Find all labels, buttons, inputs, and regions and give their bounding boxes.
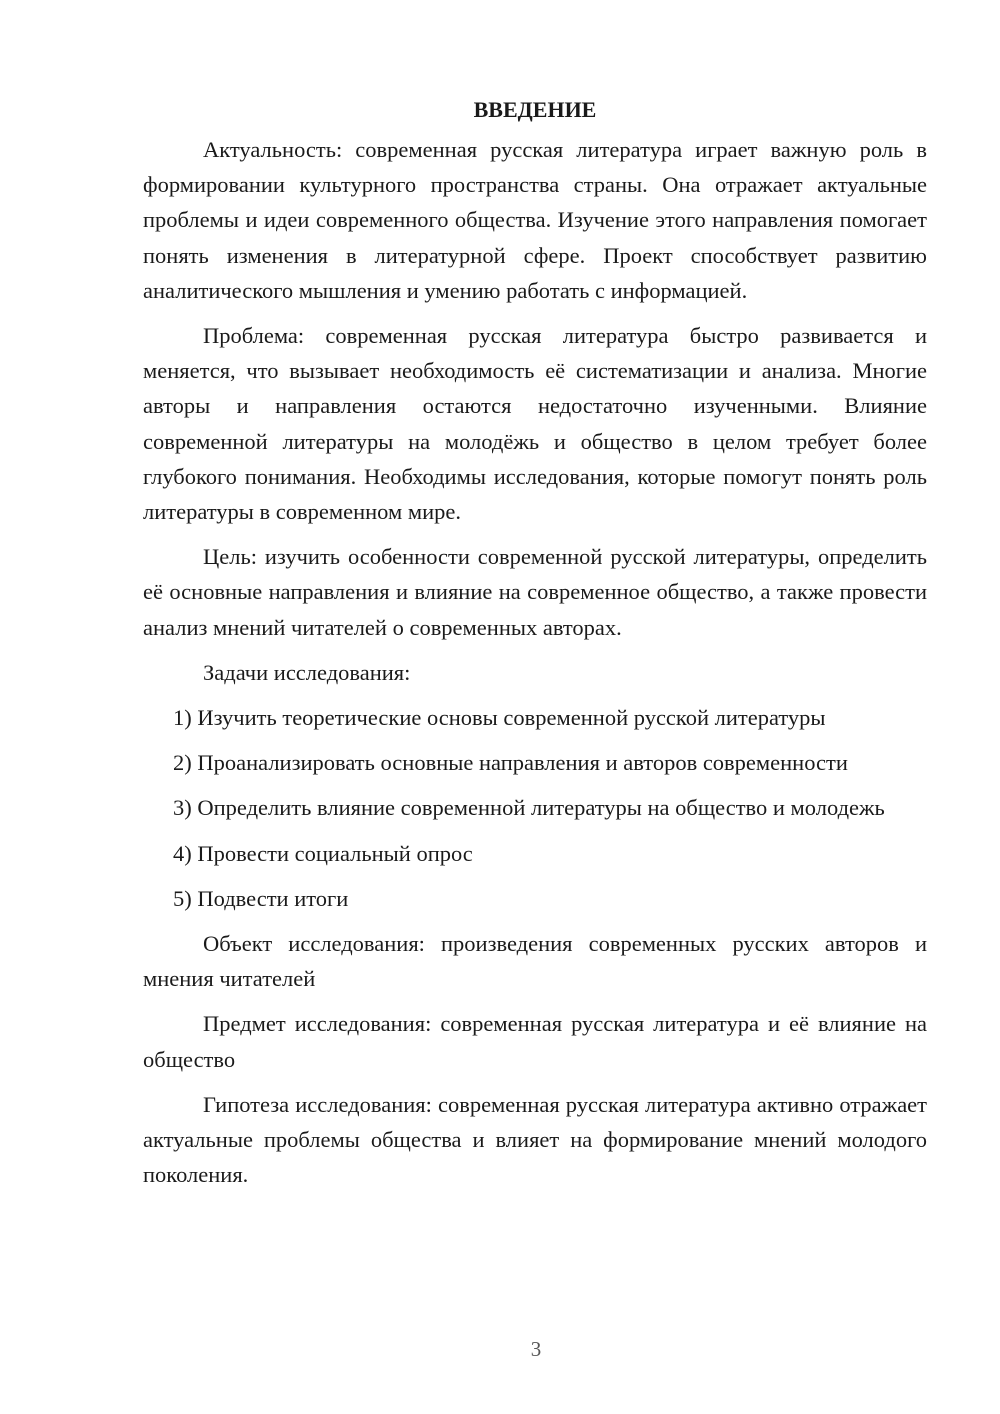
tasks-list bbox=[143, 700, 927, 916]
paragraph-relevance: Актуальность: современная русская литература играет важную роль в формировании культурного пространства страны. Она отражает актуальные проблемы и идеи современного общества. Изучение этого направления помогает понять изменения в литературной сфере. Проект способствует развитию аналитического мышления и умению работать с информацией. bbox=[143, 137, 927, 303]
list-item: 2) Проанализировать основные направления и авторов современности bbox=[173, 750, 848, 776]
paragraph-goal: Цель: изучить особенности современной русской литературы, определить её основные направления и влияние на современное общество, а также провести анализ мнений читателей о современных авторах. bbox=[143, 544, 927, 640]
list-item: 5) Подвести итоги bbox=[173, 885, 349, 911]
paragraph-problem: Проблема: современная русская литература быстро развивается и меняется, что вызывает необходимость её систематизации и анализа. Многие авторы и направления остаются недостаточно изученными. Влияние современной литературы на молодёжь и общество в целом требует более глубокого понимания. Необходимы исследования, которые помогут понять роль литературы в современном мире. bbox=[143, 323, 927, 525]
paragraph-hypothesis: Гипотеза исследования: современная русская литература активно отражает актуальные проблемы общества и влияет на формирование мнений молодого поколения. bbox=[143, 1091, 927, 1188]
section-title: ВВЕДЕНИЕ bbox=[473, 97, 597, 122]
list-item: 3) Определить влияние современной литературы на общество и молодежь bbox=[173, 795, 885, 821]
page-number: 3 bbox=[530, 1337, 542, 1361]
list-item: 1) Изучить теоретические основы современной русской литературы bbox=[173, 705, 826, 731]
page-content bbox=[143, 92, 927, 1202]
tasks-heading: Задачи исследования: bbox=[203, 659, 411, 685]
paragraph-subject: Предмет исследования: современная русская литература и её влияние на общество bbox=[143, 1011, 927, 1072]
paragraph-object: Объект исследования: произведения современных русских авторов и мнения читателей bbox=[143, 931, 927, 992]
list-item: 4) Провести социальный опрос bbox=[173, 840, 473, 866]
